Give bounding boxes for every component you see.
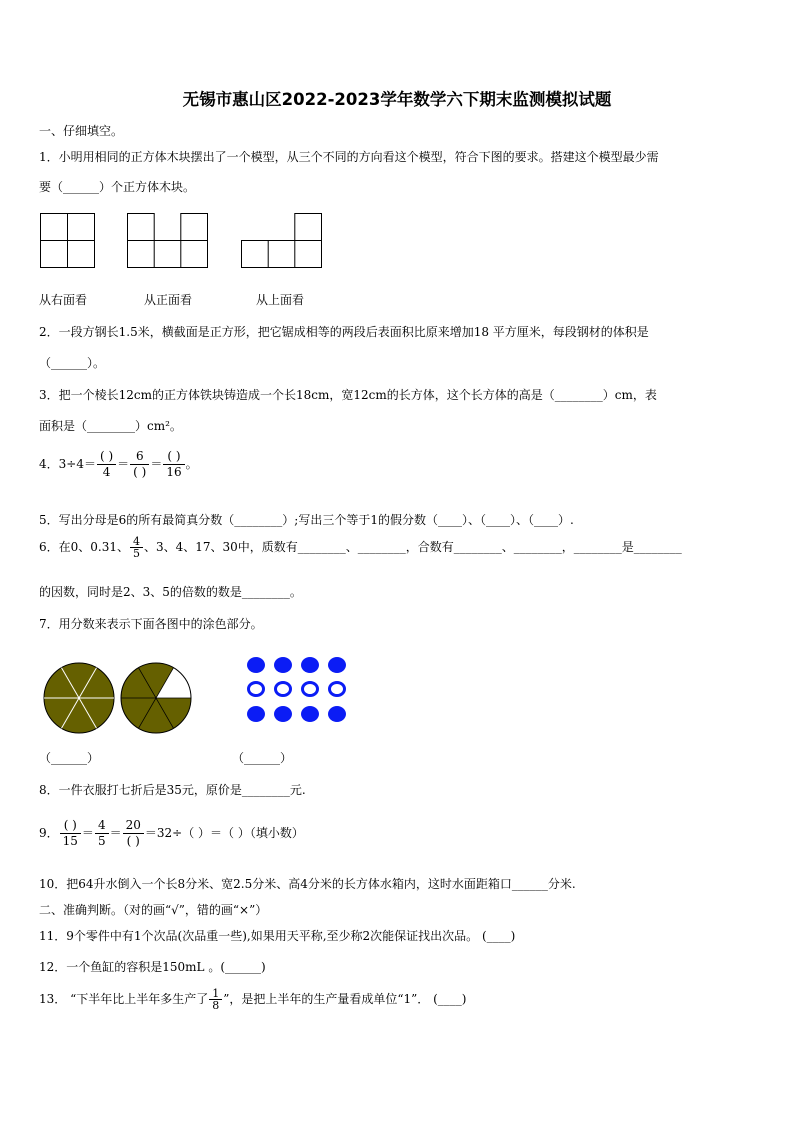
question-6-line-2: 的因数，同时是2、3、5的倍数的数是________。	[39, 585, 302, 599]
fraction-denominator: 8	[212, 999, 220, 1012]
fraction-numerator: 4	[130, 536, 143, 548]
answer-blank-dots: （______）	[232, 751, 293, 765]
fraction-numerator: 20	[123, 818, 144, 834]
fraction-6-over-blank	[130, 449, 149, 480]
page-title: 无锡市惠山区2022-2023学年数学六下期末监测模拟试题	[182, 90, 612, 109]
fraction-denominator: 4	[102, 465, 111, 479]
equals-sign: ＝	[117, 457, 130, 471]
section-heading-fill-in: 一、仔细填空。	[39, 124, 124, 138]
question-11: 11．9个零件中有1个次品(次品重一些),如果用天平称,至少称2次能保证找出次品。 (____)	[39, 929, 516, 943]
question-2-line-1: 2．一段方钢长1.5米，横截面是正方形，把它锯成相等的两段后表面积比原来增加18 平方厘米，每段钢材的体积是	[39, 325, 649, 339]
filled-dot	[247, 657, 265, 673]
fraction-numerator: 1	[209, 988, 222, 1000]
question-9-prefix: 9．	[39, 826, 59, 840]
caption-front-view: 从正面看	[144, 293, 193, 307]
question-9-rest: ＝32÷（ ）＝（ ）（填小数）	[144, 826, 304, 840]
hollow-dot	[330, 683, 345, 696]
equals-sign: ＝	[81, 826, 94, 840]
fraction-4-over-5	[95, 818, 109, 849]
question-9	[39, 818, 304, 849]
question-1-line-1: 1．小明用相同的正方体木块摆出了一个模型，从三个不同的方向看这个模型，符合下图的要求。搭建这个模型最少需	[39, 150, 659, 164]
pie-fully-shaded	[42, 661, 116, 735]
question-10: 10．把64升水倒入一个长8分米、宽2.5分米、高4分米的长方体水箱内，这时水面距箱口______分米.	[39, 877, 576, 891]
answer-blank-pies: （______）	[39, 751, 100, 765]
dot-array	[245, 655, 355, 727]
filled-dot	[247, 706, 265, 722]
filled-dot	[328, 706, 346, 722]
fraction-blank-over-16	[163, 449, 184, 480]
filled-dot	[274, 706, 292, 722]
fraction-denominator: 15	[62, 834, 78, 848]
question-3-line-2: 面积是（________）cm²。	[39, 419, 182, 433]
fraction-denominator: 16	[166, 465, 182, 479]
filled-dot	[301, 706, 319, 722]
question-1-line-2: 要（______）个正方体木块。	[39, 180, 196, 194]
question-13-prefix: 13． “下半年比上半年多生产了	[39, 992, 209, 1006]
pie-partly-shaded	[119, 661, 193, 735]
question-3-line-1: 3．把一个棱长12cm的正方体铁块铸造成一个长18cm，宽12cm的长方体，这个长方体的高是（________）cm，表	[39, 388, 657, 402]
fraction-denominator: ( )	[126, 834, 140, 848]
equals-sign: ＝	[109, 826, 122, 840]
fraction-denominator: ( )	[133, 465, 147, 479]
fraction-numerator: ( )	[60, 818, 81, 834]
filled-dot	[328, 657, 346, 673]
question-8: 8．一件衣服打七折后是35元，原价是________元.	[39, 783, 306, 797]
caption-top-view: 从上面看	[256, 293, 305, 307]
fraction-denominator: 5	[97, 834, 106, 848]
right-view-grid	[40, 213, 96, 269]
front-view-grid	[127, 213, 209, 269]
hollow-dot	[249, 683, 264, 696]
fraction-numerator: 6	[130, 449, 149, 465]
question-12: 12．一个鱼缸的容积是150mL 。(______)	[39, 960, 266, 974]
caption-right-view: 从右面看	[39, 293, 88, 307]
fraction-4-over-5	[130, 536, 143, 559]
question-5: 5．写出分母是6的所有最简真分数（________）;写出三个等于1的假分数（____）、（____）、（____）.	[39, 513, 574, 527]
question-13	[39, 988, 466, 1011]
fraction-20-over-blank	[123, 818, 144, 849]
fraction-1-over-8	[209, 988, 222, 1011]
question-6-prefix: 6．在0、0.31、	[39, 540, 129, 554]
hollow-dot	[303, 683, 318, 696]
fraction-blank-over-4	[97, 449, 116, 480]
fraction-numerator: ( )	[97, 449, 116, 465]
section-heading-true-false: 二、准确判断。（对的画“√”，错的画“×”）	[39, 903, 268, 917]
fraction-blank-over-15	[60, 818, 81, 849]
fraction-numerator: 4	[95, 818, 109, 834]
question-4	[39, 449, 198, 480]
filled-dot	[301, 657, 319, 673]
equals-sign: ＝	[150, 457, 163, 471]
top-view-grid	[241, 213, 323, 269]
question-4-prefix: 4．3÷4＝	[39, 457, 96, 471]
filled-dot	[274, 657, 292, 673]
question-13-rest: ”，是把上半年的生产量看成单位“1”． (____)	[223, 992, 467, 1006]
question-6-rest: 、3、4、17、30中，质数有________、________，合数有________、________，________是________	[144, 540, 682, 554]
question-6-line-1	[39, 536, 682, 559]
question-2-line-2: （______）。	[39, 356, 106, 370]
question-4-suffix: 。	[185, 457, 198, 471]
hollow-dot	[276, 683, 291, 696]
question-7: 7．用分数来表示下面各图中的涂色部分。	[39, 617, 263, 631]
fraction-numerator: ( )	[163, 449, 184, 465]
fraction-denominator: 5	[133, 547, 140, 560]
